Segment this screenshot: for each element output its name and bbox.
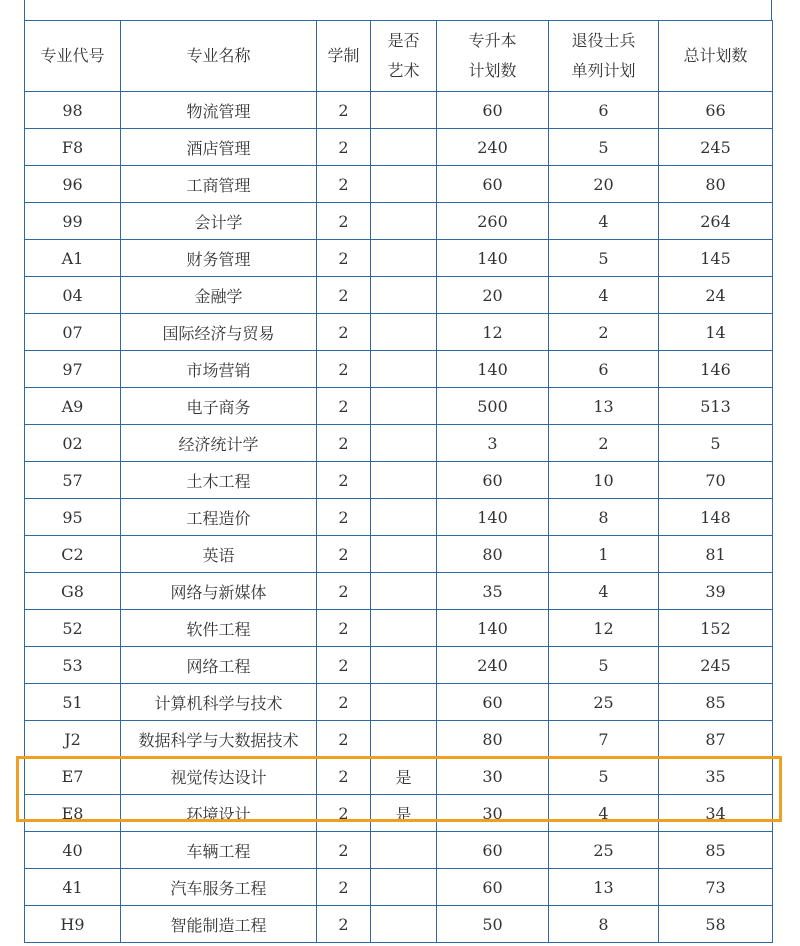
- cell-veteran: 8: [549, 906, 659, 943]
- cell-years: 2: [317, 869, 371, 906]
- cell-art: [371, 462, 437, 499]
- header-veteran-line1: 退役士兵: [571, 31, 636, 50]
- header-upgrade: [437, 21, 549, 92]
- cell-code: 96: [25, 166, 121, 203]
- cell-total: 14: [659, 314, 773, 351]
- table-body: [25, 92, 773, 943]
- header-name: 专业名称: [121, 21, 317, 92]
- cell-art: [371, 869, 437, 906]
- cell-art: [371, 610, 437, 647]
- cell-art: [371, 240, 437, 277]
- table-row: [25, 499, 773, 536]
- cell-code: 51: [25, 684, 121, 721]
- cell-years: 2: [317, 906, 371, 943]
- cell-code: 40: [25, 832, 121, 869]
- cell-veteran: 2: [549, 425, 659, 462]
- cell-veteran: 4: [549, 203, 659, 240]
- cell-upgrade: 140: [437, 610, 549, 647]
- cell-code: J2: [25, 721, 121, 758]
- table-row: [25, 721, 773, 758]
- cell-art: [371, 203, 437, 240]
- cell-upgrade: 60: [437, 462, 549, 499]
- cell-years: 2: [317, 462, 371, 499]
- cell-years: 2: [317, 240, 371, 277]
- cell-total: 245: [659, 647, 773, 684]
- cell-code: 07: [25, 314, 121, 351]
- cell-veteran: 20: [549, 166, 659, 203]
- cell-name: 会计学: [121, 203, 317, 240]
- cell-veteran: 4: [549, 573, 659, 610]
- cell-art: [371, 573, 437, 610]
- cell-veteran: 5: [549, 758, 659, 795]
- cell-total: 85: [659, 684, 773, 721]
- table-row: [25, 906, 773, 943]
- cell-veteran: 10: [549, 462, 659, 499]
- cell-name: 电子商务: [121, 388, 317, 425]
- cell-art: [371, 166, 437, 203]
- header-art-line1: 是否: [387, 31, 420, 50]
- cell-name: 市场营销: [121, 351, 317, 388]
- cell-code: 53: [25, 647, 121, 684]
- cell-years: 2: [317, 499, 371, 536]
- cell-name: 英语: [121, 536, 317, 573]
- cell-upgrade: 260: [437, 203, 549, 240]
- cell-upgrade: 140: [437, 499, 549, 536]
- cell-name: 汽车服务工程: [121, 869, 317, 906]
- table-row: [25, 536, 773, 573]
- cell-total: 245: [659, 129, 773, 166]
- cell-total: 152: [659, 610, 773, 647]
- cell-name: 智能制造工程: [121, 906, 317, 943]
- table-row: [25, 166, 773, 203]
- cell-veteran: 5: [549, 647, 659, 684]
- cell-years: 2: [317, 166, 371, 203]
- cell-art: [371, 647, 437, 684]
- cell-years: 2: [317, 129, 371, 166]
- header-total: 总计划数: [659, 21, 773, 92]
- cell-name: 国际经济与贸易: [121, 314, 317, 351]
- cell-art: [371, 388, 437, 425]
- cell-total: 148: [659, 499, 773, 536]
- table-row: [25, 388, 773, 425]
- cell-art: [371, 351, 437, 388]
- cell-total: 146: [659, 351, 773, 388]
- header-code: 专业代号: [25, 21, 121, 92]
- cell-upgrade: 140: [437, 240, 549, 277]
- table-header: [25, 21, 773, 92]
- cell-years: 2: [317, 610, 371, 647]
- cell-total: 264: [659, 203, 773, 240]
- cell-years: 2: [317, 203, 371, 240]
- cell-name: 车辆工程: [121, 832, 317, 869]
- enrollment-plan-sheet: [24, 0, 772, 940]
- cell-total: 81: [659, 536, 773, 573]
- table-row: [25, 314, 773, 351]
- cell-name: 软件工程: [121, 610, 317, 647]
- cell-years: 2: [317, 277, 371, 314]
- cell-name: 视觉传达设计: [121, 758, 317, 795]
- cell-art: [371, 277, 437, 314]
- cell-veteran: 5: [549, 240, 659, 277]
- cell-upgrade: 20: [437, 277, 549, 314]
- cell-code: 04: [25, 277, 121, 314]
- cell-art: 是: [371, 758, 437, 795]
- cell-veteran: 5: [549, 129, 659, 166]
- cell-total: 145: [659, 240, 773, 277]
- header-art-line2: 艺术: [387, 61, 420, 80]
- cell-upgrade: 30: [437, 795, 549, 832]
- cell-upgrade: 12: [437, 314, 549, 351]
- cell-upgrade: 240: [437, 647, 549, 684]
- table-row: [25, 425, 773, 462]
- cell-upgrade: 140: [437, 351, 549, 388]
- cell-upgrade: 60: [437, 92, 549, 129]
- cell-veteran: 4: [549, 795, 659, 832]
- table-row: [25, 758, 773, 795]
- cell-code: A9: [25, 388, 121, 425]
- table-row: [25, 203, 773, 240]
- cell-code: G8: [25, 573, 121, 610]
- header-upgrade-line1: 专升本: [468, 31, 517, 50]
- cell-art: [371, 314, 437, 351]
- cell-code: 99: [25, 203, 121, 240]
- cell-total: 35: [659, 758, 773, 795]
- cell-total: 58: [659, 906, 773, 943]
- cell-total: 5: [659, 425, 773, 462]
- cell-upgrade: 60: [437, 684, 549, 721]
- cell-code: 02: [25, 425, 121, 462]
- cell-years: 2: [317, 795, 371, 832]
- cell-veteran: 6: [549, 351, 659, 388]
- cell-upgrade: 60: [437, 166, 549, 203]
- cell-name: 网络与新媒体: [121, 573, 317, 610]
- table-row: [25, 684, 773, 721]
- table-row: [25, 129, 773, 166]
- cell-name: 数据科学与大数据技术: [121, 721, 317, 758]
- cell-total: 39: [659, 573, 773, 610]
- cell-art: [371, 129, 437, 166]
- cell-name: 网络工程: [121, 647, 317, 684]
- cell-name: 物流管理: [121, 92, 317, 129]
- cell-name: 土木工程: [121, 462, 317, 499]
- cell-total: 66: [659, 92, 773, 129]
- cell-total: 70: [659, 462, 773, 499]
- cell-upgrade: 30: [437, 758, 549, 795]
- cell-name: 工商管理: [121, 166, 317, 203]
- header-row: [25, 21, 773, 92]
- cell-years: 2: [317, 388, 371, 425]
- cell-code: 95: [25, 499, 121, 536]
- table-row: [25, 795, 773, 832]
- header-art: [371, 21, 437, 92]
- table-row: [25, 92, 773, 129]
- cell-name: 经济统计学: [121, 425, 317, 462]
- cell-years: 2: [317, 832, 371, 869]
- header-veteran-line2: 单列计划: [571, 61, 636, 80]
- cell-code: 41: [25, 869, 121, 906]
- cell-code: 97: [25, 351, 121, 388]
- table-top-strip: [24, 0, 772, 20]
- cell-veteran: 8: [549, 499, 659, 536]
- cell-years: 2: [317, 351, 371, 388]
- cell-art: [371, 425, 437, 462]
- cell-code: H9: [25, 906, 121, 943]
- cell-years: 2: [317, 92, 371, 129]
- cell-years: 2: [317, 314, 371, 351]
- cell-veteran: 12: [549, 610, 659, 647]
- cell-upgrade: 80: [437, 536, 549, 573]
- header-veteran: [549, 21, 659, 92]
- cell-art: [371, 92, 437, 129]
- table-row: [25, 351, 773, 388]
- cell-art: [371, 499, 437, 536]
- cell-name: 财务管理: [121, 240, 317, 277]
- cell-upgrade: 35: [437, 573, 549, 610]
- cell-years: 2: [317, 647, 371, 684]
- cell-name: 工程造价: [121, 499, 317, 536]
- cell-upgrade: 50: [437, 906, 549, 943]
- cell-code: 57: [25, 462, 121, 499]
- cell-code: F8: [25, 129, 121, 166]
- cell-years: 2: [317, 573, 371, 610]
- cell-upgrade: 240: [437, 129, 549, 166]
- cell-veteran: 6: [549, 92, 659, 129]
- cell-name: 计算机科学与技术: [121, 684, 317, 721]
- cell-veteran: 13: [549, 869, 659, 906]
- table-row: [25, 832, 773, 869]
- cell-art: [371, 721, 437, 758]
- header-upgrade-line2: 计划数: [468, 61, 517, 80]
- cell-art: [371, 536, 437, 573]
- cell-code: 52: [25, 610, 121, 647]
- table-row: [25, 610, 773, 647]
- cell-code: 98: [25, 92, 121, 129]
- cell-years: 2: [317, 758, 371, 795]
- cell-art: [371, 906, 437, 943]
- cell-veteran: 1: [549, 536, 659, 573]
- table-row: [25, 462, 773, 499]
- cell-veteran: 25: [549, 832, 659, 869]
- cell-upgrade: 500: [437, 388, 549, 425]
- table-row: [25, 277, 773, 314]
- cell-total: 73: [659, 869, 773, 906]
- cell-veteran: 7: [549, 721, 659, 758]
- table-row: [25, 869, 773, 906]
- cell-total: 34: [659, 795, 773, 832]
- cell-name: 环境设计: [121, 795, 317, 832]
- cell-upgrade: 60: [437, 869, 549, 906]
- cell-code: A1: [25, 240, 121, 277]
- cell-years: 2: [317, 684, 371, 721]
- table-row: [25, 240, 773, 277]
- cell-name: 酒店管理: [121, 129, 317, 166]
- cell-total: 24: [659, 277, 773, 314]
- cell-art: [371, 832, 437, 869]
- cell-veteran: 13: [549, 388, 659, 425]
- cell-years: 2: [317, 536, 371, 573]
- header-years: 学制: [317, 21, 371, 92]
- cell-upgrade: 3: [437, 425, 549, 462]
- cell-total: 85: [659, 832, 773, 869]
- cell-code: E7: [25, 758, 121, 795]
- cell-veteran: 2: [549, 314, 659, 351]
- cell-total: 513: [659, 388, 773, 425]
- cell-art: 是: [371, 795, 437, 832]
- enrollment-plan-table: [24, 20, 773, 943]
- cell-art: [371, 684, 437, 721]
- cell-upgrade: 80: [437, 721, 549, 758]
- cell-total: 87: [659, 721, 773, 758]
- table-row: [25, 647, 773, 684]
- table-row: [25, 573, 773, 610]
- cell-name: 金融学: [121, 277, 317, 314]
- cell-code: C2: [25, 536, 121, 573]
- cell-total: 80: [659, 166, 773, 203]
- cell-code: E8: [25, 795, 121, 832]
- cell-upgrade: 60: [437, 832, 549, 869]
- cell-years: 2: [317, 425, 371, 462]
- cell-veteran: 4: [549, 277, 659, 314]
- cell-veteran: 25: [549, 684, 659, 721]
- cell-years: 2: [317, 721, 371, 758]
